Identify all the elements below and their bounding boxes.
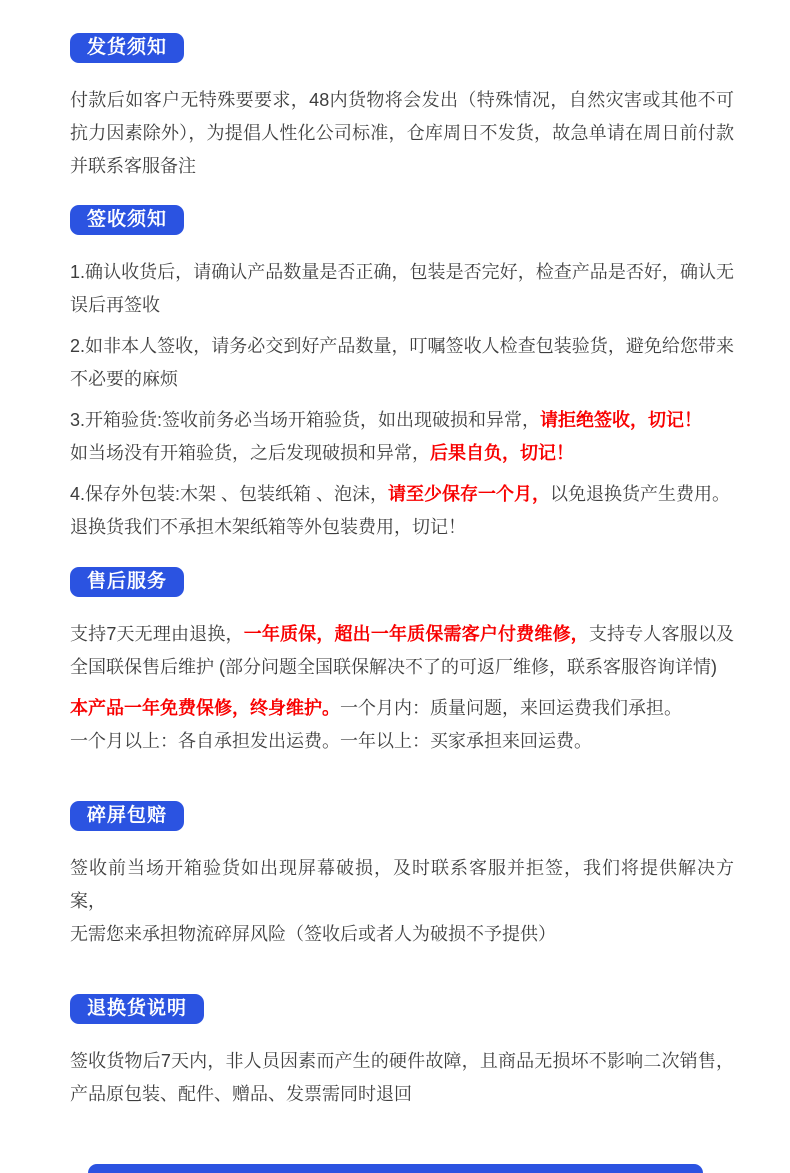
section-screen-breakage bbox=[70, 801, 734, 951]
text-segment: 一个月内：质量问题，来回运费我们承担。 bbox=[340, 698, 682, 718]
shipping-notice-paragraph bbox=[70, 84, 734, 183]
text-segment: 以免退换货产生费用。 bbox=[550, 484, 731, 504]
after-sales-paragraph-1 bbox=[70, 618, 734, 684]
receipt-notice-badge: 签收须知 bbox=[70, 205, 184, 235]
screen-breakage-paragraph bbox=[70, 852, 734, 951]
text-segment: 签收货物后7天内，非人员因素而产生的硬件故障，且商品无损坏不影响二次销售，产品原包装、配件、赠品、发票需同时退回 bbox=[70, 1051, 734, 1104]
receipt-item-3 bbox=[70, 404, 734, 470]
shipping-notice-badge: 发货须知 bbox=[70, 33, 184, 63]
badge-row bbox=[70, 567, 734, 597]
section-return-exchange bbox=[70, 994, 734, 1111]
badge-row bbox=[70, 994, 734, 1024]
receipt-item-1 bbox=[70, 256, 734, 322]
section-after-sales-service bbox=[70, 567, 734, 758]
receipt-item-2 bbox=[70, 330, 734, 396]
badge-row bbox=[70, 801, 734, 831]
text-segment: 1.确认收货后，请确认产品数量是否正确，包装是否完好，检查产品是否好，确认无误后再签收 bbox=[70, 262, 734, 315]
badge-row bbox=[70, 33, 734, 63]
alert-text-segment: 请拒绝签收，切记！ bbox=[540, 410, 703, 430]
product-service-notice-page bbox=[0, 33, 790, 1173]
return-exchange-badge: 退换货说明 bbox=[70, 994, 204, 1024]
text-segment: 无需您来承担物流碎屏风险（签收后或者人为破损不予提供） bbox=[70, 924, 556, 944]
section-shipping-notice bbox=[70, 33, 734, 183]
alert-text-segment: 本产品一年免费保修，终身维护。 bbox=[70, 698, 340, 718]
next-section-banner-edge bbox=[88, 1164, 703, 1173]
notice-content bbox=[0, 33, 790, 1111]
receipt-item-4 bbox=[70, 478, 734, 544]
text-segment: 2.如非本人签收，请务必交到好产品数量，叮嘱签收人检查包装验货，避免给您带来不必要的麻烦 bbox=[70, 336, 734, 389]
alert-text-segment: 请至少保存一个月， bbox=[388, 484, 551, 504]
section-receipt-notice bbox=[70, 205, 734, 544]
text-segment: 如当场没有开箱验货，之后发现破损和异常， bbox=[70, 443, 430, 463]
text-segment: 3.开箱验货:签收前务必当场开箱验货，如出现破损和异常， bbox=[70, 410, 541, 430]
text-segment: 一个月以上：各自承担发出运费。一年以上：买家承担来回运费。 bbox=[70, 731, 592, 751]
text-segment: 支持专人客服以及全国联保售后维护 (部分问题全国联保解决不了的可返厂维修，联系客服咨询详情) bbox=[70, 624, 735, 677]
text-segment: 支持7天无理由退换， bbox=[70, 624, 244, 644]
badge-row bbox=[70, 205, 734, 235]
screen-breakage-badge: 碎屏包赔 bbox=[70, 801, 184, 831]
text-segment: 付款后如客户无特殊要要求，48内货物将会发出（特殊情况，自然灾害或其他不可抗力因素除外），为提倡人性化公司标准，仓库周日不发货，故急单请在周日前付款并联系客服备注 bbox=[70, 90, 734, 176]
text-segment: 4.保存外包装:木架 、包装纸箱 、泡沫， bbox=[70, 484, 389, 504]
alert-text-segment: 后果自负，切记！ bbox=[430, 443, 574, 463]
text-segment: 签收前当场开箱验货如出现屏幕破损，及时联系客服并拒签，我们将提供解决方案， bbox=[70, 858, 734, 911]
alert-text-segment: 一年质保，超出一年质保需客户付费维修， bbox=[243, 624, 589, 644]
return-exchange-paragraph bbox=[70, 1045, 734, 1111]
text-segment: 退换货我们不承担木架纸箱等外包装费用，切记！ bbox=[70, 517, 466, 537]
after-sales-paragraph-2 bbox=[70, 692, 734, 758]
after-sales-badge: 售后服务 bbox=[70, 567, 184, 597]
